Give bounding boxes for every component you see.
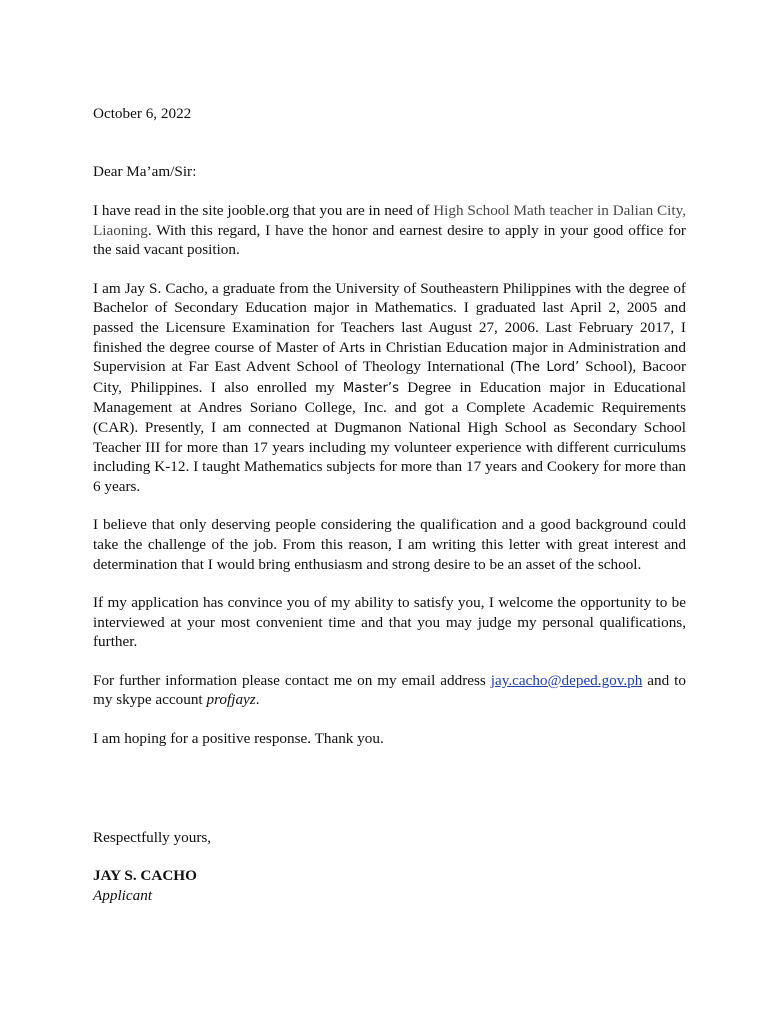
signature-name: JAY S. CACHO <box>93 866 197 884</box>
contact-text-end: . <box>255 691 260 709</box>
background-text-a: I am Jay S. Cacho, a graduate from the University of Southeastern Philippines with the degree of Bachelor of Secondary Education major in Mathematics. I graduated last April 2, 2005 and passed the Licensure Examination for Teachers last August 27, 2006. Last February 2017, I finished the degree course of Master of Arts in Christian Education major in Administration and Supervision at Far East Advent School of Theology International ( <box>93 279 686 376</box>
paragraph-intro <box>93 201 686 260</box>
job-title-highlight: High School Math teacher in Dalian City, Liaoning <box>93 202 686 239</box>
email-link[interactable]: jay.cacho@deped.gov.ph <box>490 671 643 689</box>
paragraph-motivation: I believe that only deserving people considering the qualification and a good background could take the challenge of the job. From this reason, I am writing this letter with great interest and determination that I would bring enthusiasm and strong desire to be an asset of the school. <box>93 516 686 573</box>
background-text-school: The Lord’ <box>515 360 580 376</box>
paragraph-interview: If my application has convince you of my ability to satisfy you, I welcome the opportunity to be interviewed at your most convenient time and that you may judge my personal qualifications, further. <box>93 594 686 651</box>
letter-date: October 6, 2022 <box>93 105 192 122</box>
intro-text-start: I have read in the site jooble.org that you are in need of <box>93 202 434 219</box>
paragraph-contact <box>93 671 686 710</box>
signature-title: Applicant <box>93 886 153 904</box>
contact-text-start: For further information please contact me on my email address <box>93 671 491 689</box>
salutation-colon: : <box>192 165 197 180</box>
background-text-e: Degree in Education major in Educational Management at Andres Soriano College, Inc. and got a Complete Academic Requirements (CAR). Presently, I am connected at Dugmanon National High School as Secondary School Teacher III for more than 17 years including my volunteer experience with different curriculums including K-12. I taught Mathematics subjects for more than 17 years and Cookery for more than 6 years. <box>93 378 686 495</box>
paragraph-closing-remark: I am hoping for a positive response. Thank you. <box>93 730 384 748</box>
background-text-c: School), Bacoor City, Philippines. I also enrolled my <box>93 358 687 396</box>
background-text-masters: Master’s <box>342 380 399 396</box>
intro-text-end: . With this regard, I have the honor and earnest desire to apply in your good office for the said vacant position. <box>93 221 686 259</box>
paragraph-background <box>93 279 686 497</box>
salutation <box>93 162 686 183</box>
closing-line: Respectfully yours, <box>93 828 212 846</box>
salutation-text: Dear Ma’am/Sir <box>93 163 193 180</box>
skype-account: profjayz <box>206 691 256 709</box>
contact-text-mid: and to my skype account <box>93 671 686 709</box>
letter-page <box>93 104 686 906</box>
